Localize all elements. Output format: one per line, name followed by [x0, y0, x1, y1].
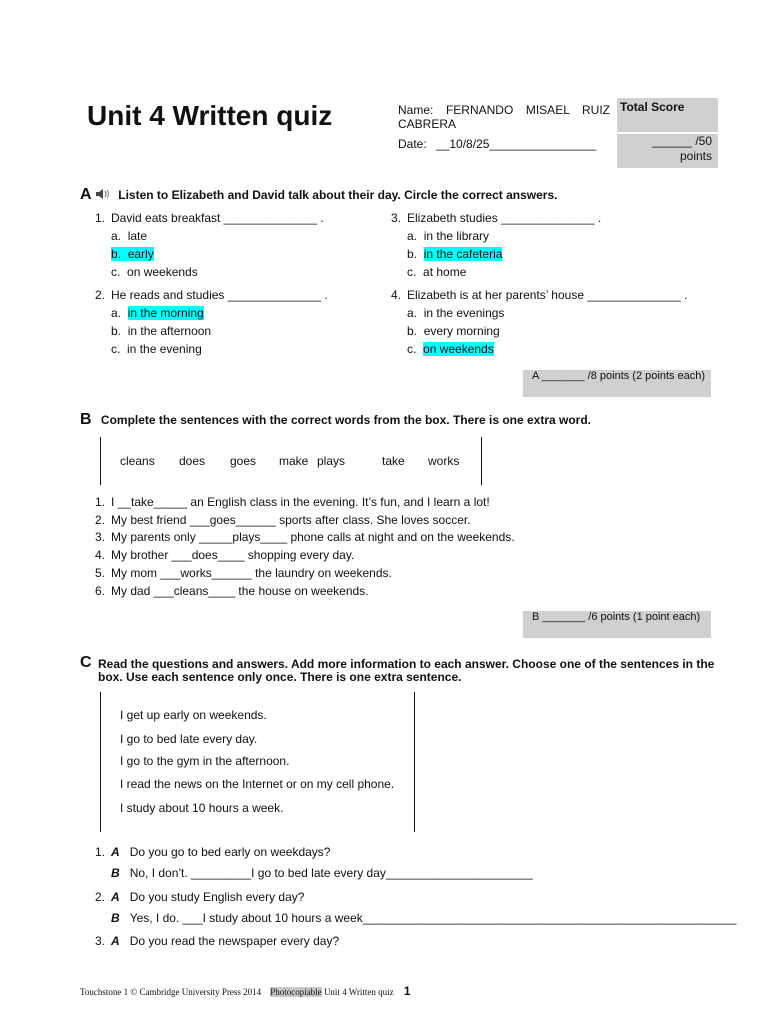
page-number: 1	[403, 984, 411, 998]
sentence-number: 1.	[94, 495, 105, 509]
sentence-text: My parents only _____plays____ phone calls at night and on the weekends.	[111, 530, 515, 544]
option-a2-b[interactable]	[111, 324, 211, 338]
dialogue-c1-a	[89, 845, 330, 859]
sentence-number: 3.	[94, 530, 105, 544]
word-box-item: plays	[317, 454, 346, 468]
name-value: FERNANDO MISAEL RUIZ CABRERA	[398, 103, 610, 131]
option-a3-c[interactable]	[407, 265, 466, 279]
section-c-instructions-1: Read the questions and answers. Add more information to each answer. Choose one of the sentences in the	[98, 657, 715, 671]
sentence-number: 6.	[94, 584, 105, 598]
option-letter: b.	[111, 247, 122, 261]
dialogue-c2-a	[89, 890, 304, 904]
footer-copyright: Touchstone 1 © Cambridge University Press 2014	[80, 987, 262, 997]
footer-quiz-name: Unit 4 Written quiz	[323, 987, 394, 997]
question-number: 4.	[390, 288, 401, 302]
dialogue-c2-b[interactable]	[111, 911, 736, 925]
option-letter: a.	[111, 306, 122, 320]
question-text: Do you study English every day?	[129, 890, 305, 904]
section-a-instructions: Listen to Elizabeth and David talk about their day. Circle the correct answers.	[118, 188, 558, 202]
question-a4	[385, 288, 687, 302]
section-b-score: B _______ /6 points (1 point each)	[523, 611, 711, 638]
total-points-blank: ______ /50	[651, 134, 712, 148]
option-letter: b.	[407, 247, 418, 261]
question-a1	[89, 211, 324, 225]
sentence-text: I __take_____ an English class in the evening. It’s fun, and I learn a lot!	[111, 495, 490, 509]
question-a2	[89, 288, 328, 302]
option-text: at home	[423, 265, 467, 279]
question-text: Elizabeth studies ______________ .	[407, 211, 602, 225]
speaker-icon	[95, 188, 111, 203]
sentence-number: 5.	[94, 566, 105, 580]
highlighted-answer	[111, 247, 154, 261]
option-text: in the library	[423, 229, 490, 243]
option-a1-b[interactable]	[111, 247, 154, 261]
sentence-b3[interactable]	[89, 530, 515, 544]
sentence-box-item: I go to the gym in the afternoon.	[120, 754, 290, 768]
option-a4-c[interactable]	[407, 342, 494, 356]
page-title: Unit 4 Written quiz	[87, 100, 333, 131]
date-value: __10/8/25________________	[436, 137, 597, 151]
option-a1-c[interactable]	[111, 265, 198, 279]
speaker-a-label: A	[111, 934, 120, 948]
speaker-b-label: B	[111, 866, 120, 880]
question-number: 1.	[94, 211, 105, 225]
word-box-item: works	[428, 454, 460, 468]
total-score-label: Total Score	[620, 100, 685, 114]
question-number: 2.	[94, 288, 105, 302]
question-text: Do you go to bed early on weekdays?	[129, 845, 331, 859]
sentence-box-item: I read the news on the Internet or on my cell phone.	[120, 777, 395, 791]
option-a1-a[interactable]	[111, 229, 147, 243]
highlighted-answer: in the cafeteria	[423, 247, 503, 261]
option-letter: b.	[407, 324, 418, 338]
points-word: points	[679, 149, 712, 163]
speaker-a-label: A	[111, 845, 120, 859]
option-text: every morning	[423, 324, 500, 338]
option-a3-b[interactable]	[407, 247, 502, 261]
sentence-text: My dad ___cleans____ the house on weekends.	[111, 584, 369, 598]
name-label: Name:	[398, 103, 434, 117]
option-letter: c.	[407, 342, 417, 356]
section-c-instructions-2: box. Use each sentence only once. There is one extra sentence.	[98, 670, 462, 684]
sentence-b4[interactable]	[89, 548, 354, 562]
section-b-letter: B	[80, 411, 92, 428]
footer	[80, 984, 411, 998]
dialogue-number: 1.	[94, 845, 105, 859]
section-c-letter: C	[80, 654, 92, 671]
option-text: early	[127, 247, 154, 261]
sentence-number: 2.	[94, 513, 105, 527]
option-text: in the afternoon	[127, 324, 212, 338]
option-a4-a[interactable]	[407, 306, 504, 320]
dialogue-number: 3.	[94, 934, 105, 948]
section-a-score: A _______ /8 points (2 points each)	[523, 370, 711, 397]
question-text: Elizabeth is at her parents’ house ______________ .	[407, 288, 688, 302]
answer-text: No, I don’t. _________I go to bed late every day______________________	[129, 866, 533, 880]
word-box-item: goes	[230, 454, 257, 468]
dialogue-number: 2.	[94, 890, 105, 904]
sentence-box-item: I study about 10 hours a week.	[120, 801, 284, 815]
section-a-heading	[80, 186, 557, 204]
option-letter: a.	[407, 229, 418, 243]
word-box-item: make	[279, 454, 309, 468]
dialogue-c3-a	[89, 934, 339, 948]
option-a2-a[interactable]	[111, 306, 204, 320]
option-text: in the evenings	[423, 306, 505, 320]
sentence-box-item: I go to bed late every day.	[120, 732, 258, 746]
footer-photocopiable: Photocopiable	[270, 987, 322, 997]
option-letter: c.	[111, 342, 121, 356]
option-text: in the evening	[127, 342, 202, 356]
word-box-item: take	[382, 454, 405, 468]
highlighted-answer: in the morning	[127, 306, 204, 320]
option-text: on weekends	[127, 265, 198, 279]
option-text: late	[127, 229, 148, 243]
speaker-a-label: A	[111, 890, 120, 904]
dialogue-c1-b[interactable]	[111, 866, 533, 880]
option-a3-a[interactable]	[407, 229, 489, 243]
question-text: Do you read the newspaper every day?	[129, 934, 340, 948]
sentence-b6[interactable]	[89, 584, 369, 598]
sentence-text: My best friend ___goes______ sports after class. She loves soccer.	[111, 513, 471, 527]
sentence-b5[interactable]	[89, 566, 392, 580]
question-text: He reads and studies ______________ .	[111, 288, 328, 302]
highlighted-answer: on weekends	[423, 342, 494, 356]
option-letter: a.	[111, 229, 122, 243]
name-field	[398, 103, 610, 131]
total-score-points	[652, 134, 712, 164]
sentence-text: My mom ___works______ the laundry on weekends.	[111, 566, 392, 580]
section-b-heading	[80, 411, 591, 429]
sentence-b2[interactable]	[89, 513, 471, 527]
word-box-item: cleans	[120, 454, 155, 468]
question-a3	[385, 211, 601, 225]
sentence-b1[interactable]	[89, 495, 490, 509]
section-b-instructions: Complete the sentences with the correct words from the box. There is one extra word.	[100, 413, 592, 427]
option-a2-c[interactable]	[111, 342, 202, 356]
option-letter: c.	[111, 265, 121, 279]
date-field	[398, 137, 596, 151]
option-letter: b.	[111, 324, 122, 338]
total-score-box	[617, 98, 718, 168]
question-number: 3.	[390, 211, 401, 225]
speaker-b-label: B	[111, 911, 120, 925]
sentence-box-item: I get up early on weekends.	[120, 708, 267, 722]
section-a-letter: A	[80, 186, 92, 203]
option-letter: c.	[407, 265, 417, 279]
sentence-text: My brother ___does____ shopping every day.	[111, 548, 355, 562]
date-label: Date:	[398, 137, 427, 151]
question-text: David eats breakfast ______________ .	[111, 211, 324, 225]
option-letter: a.	[407, 306, 418, 320]
sentence-number: 4.	[94, 548, 105, 562]
word-box-item: does	[179, 454, 206, 468]
option-a4-b[interactable]	[407, 324, 500, 338]
answer-text: Yes, I do. ___I study about 10 hours a week________________________________________________________	[129, 911, 737, 925]
